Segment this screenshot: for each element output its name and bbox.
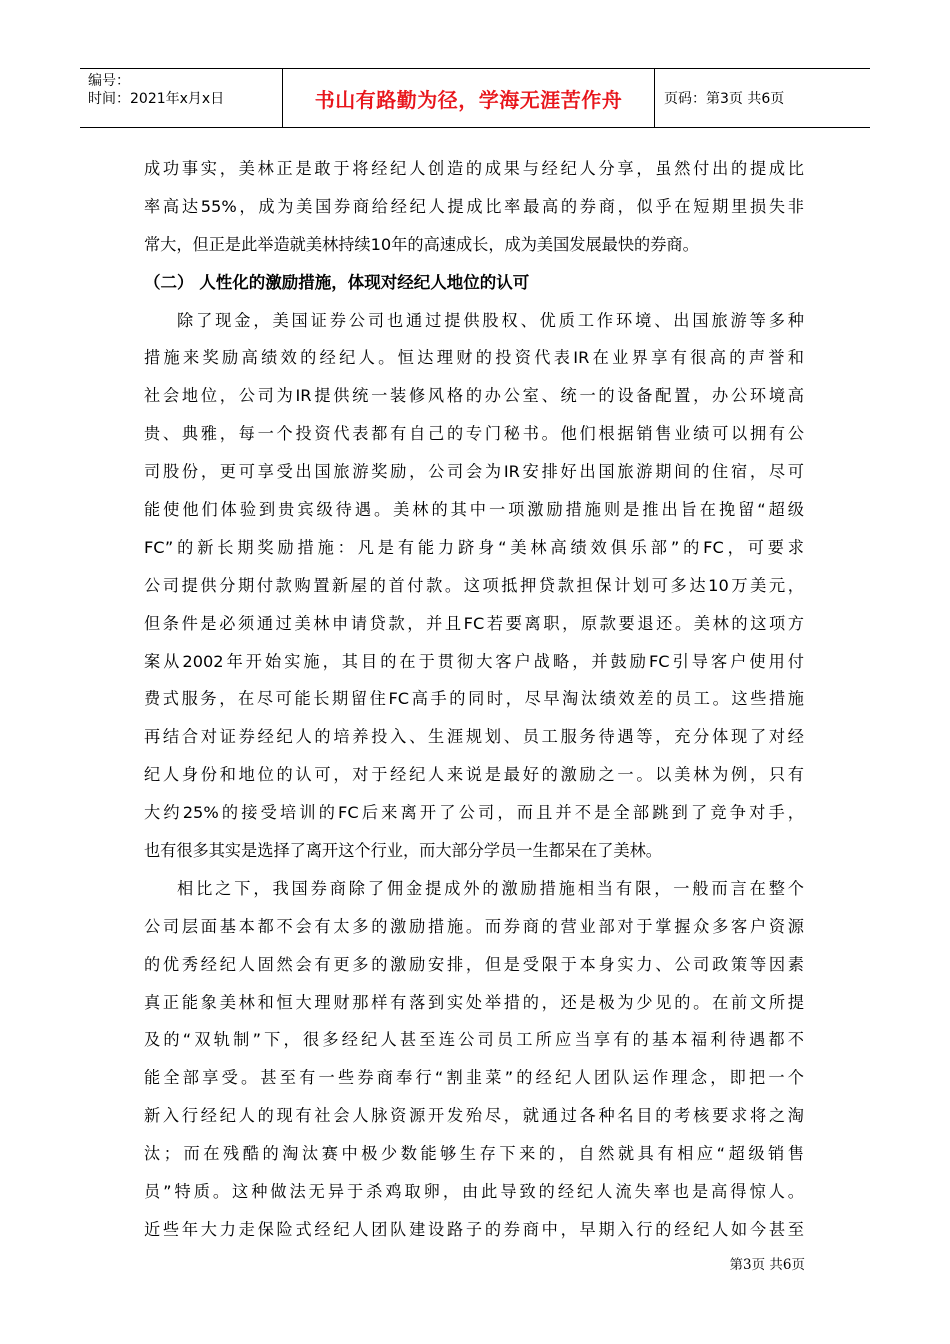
body-line: 纪人身份和地位的认可，对于经纪人来说是最好的激励之一。以美林为例，只有: [144, 765, 804, 785]
body-line: 近些年大力走保险式经纪人团队建设路子的券商中，早期入行的经纪人如今甚至: [144, 1219, 804, 1239]
page-footer-number: 第3页 共6页: [729, 1257, 805, 1273]
body-line: 率高达55%，成为美国券商给经纪人提成比率最高的券商，似乎在短期里损失非: [144, 196, 804, 216]
body-line: 员”特质。这种做法无异于杀鸡取卵，由此导致的经纪人流失率也是高得惊人。: [144, 1182, 804, 1202]
body-line: 社会地位，公司为IR提供统一装修风格的办公室、统一的设备配置，办公环境高: [144, 386, 804, 406]
page-header: [80, 68, 870, 128]
header-motto: 书山有路勤为径，学海无涯苦作舟: [283, 69, 655, 127]
body-line: 新入行经纪人的现有社会人脉资源开发殆尽，就通过各种名目的考核要求将之淘: [144, 1106, 804, 1126]
body-line: 贵、典雅，每一个投资代表都有自己的专门秘书。他们根据销售业绩可以拥有公: [144, 424, 804, 444]
body-line: 公司层面基本都不会有太多的激励措施。而券商的营业部对于掌握众多客户资源: [144, 916, 804, 936]
body-line: 措施来奖励高绩效的经纪人。恒达理财的投资代表IR在业界享有很高的声誉和: [144, 348, 804, 368]
body-line: 汰；而在残酷的淘汰赛中极少数能够生存下来的，自然就具有相应“超级销售: [144, 1144, 804, 1164]
document-body: [144, 150, 804, 1249]
body-line: 成功事实，美林正是敢于将经纪人创造的成果与经纪人分享，虽然付出的提成比: [144, 159, 804, 178]
body-line: 的优秀经纪人固然会有更多的激励安排，但是受限于本身实力、公司政策等因素: [144, 954, 804, 974]
body-line: 能全部享受。甚至有一些券商奉行“割韭菜”的经纪人团队运作理念，即把一个: [144, 1068, 804, 1088]
document-number-label: 编号：: [88, 73, 130, 89]
body-line: 费式服务，在尽可能长期留住FC高手的同时，尽早淘汰绩效差的员工。这些措施: [144, 689, 804, 709]
body-line: FC”的新长期奖励措施：凡是有能力跻身“美林高绩效俱乐部”的FC，可要求: [144, 537, 804, 557]
body-line: 再结合对证券经纪人的培养投入、生涯规划、员工服务待遇等，充分体现了对经: [144, 727, 804, 747]
body-line: 相比之下，我国券商除了佣金提成外的激励措施相当有限，一般而言在整个: [177, 878, 804, 898]
body-line: 真正能象美林和恒大理财那样有落到实处举措的，还是极为少见的。在前文所提: [144, 992, 804, 1012]
body-line: 但条件是必须通过美林申请贷款，并且FC若要离职，原款要退还。美林的这项方: [144, 613, 804, 633]
header-meta-cell: [80, 69, 283, 127]
body-line: 能使他们体验到贵宾级待遇。美林的其中一项激励措施则是推出旨在挽留“超级: [144, 500, 804, 520]
body-line: 及的“双轨制”下，很多经纪人甚至连公司员工所应当享有的基本福利待遇都不: [144, 1030, 804, 1050]
body-line: 也有很多其实是选择了离开这个行业，而大部分学员一生都呆在了美林。: [144, 841, 662, 861]
body-line: 常大，但正是此举造就美林持续10年的高速成长，成为美国发展最快的券商。: [144, 234, 699, 254]
body-line: 案从2002年开始实施，其目的在于贯彻大客户战略，并鼓励FC引导客户使用付: [144, 651, 804, 671]
section-heading: （二） 人性化的激励措施，体现对经纪人地位的认可: [144, 272, 530, 292]
body-line: 大约25%的接受培训的FC后来离开了公司，而且并不是全部跳到了竞争对手，: [144, 803, 804, 823]
document-date-label: 时间：2021年x月x日: [88, 91, 225, 107]
header-page-code: 页码：第3页 共6页: [664, 91, 785, 107]
body-line: 除了现金，美国证券公司也通过提供股权、优质工作环境、出国旅游等多种: [177, 310, 804, 330]
body-line: 公司提供分期付款购置新屋的首付款。这项抵押贷款担保计划可多达10万美元，: [144, 575, 804, 595]
body-line: 司股份，更可享受出国旅游奖励，公司会为IR安排好出国旅游期间的住宿，尽可: [144, 462, 804, 482]
